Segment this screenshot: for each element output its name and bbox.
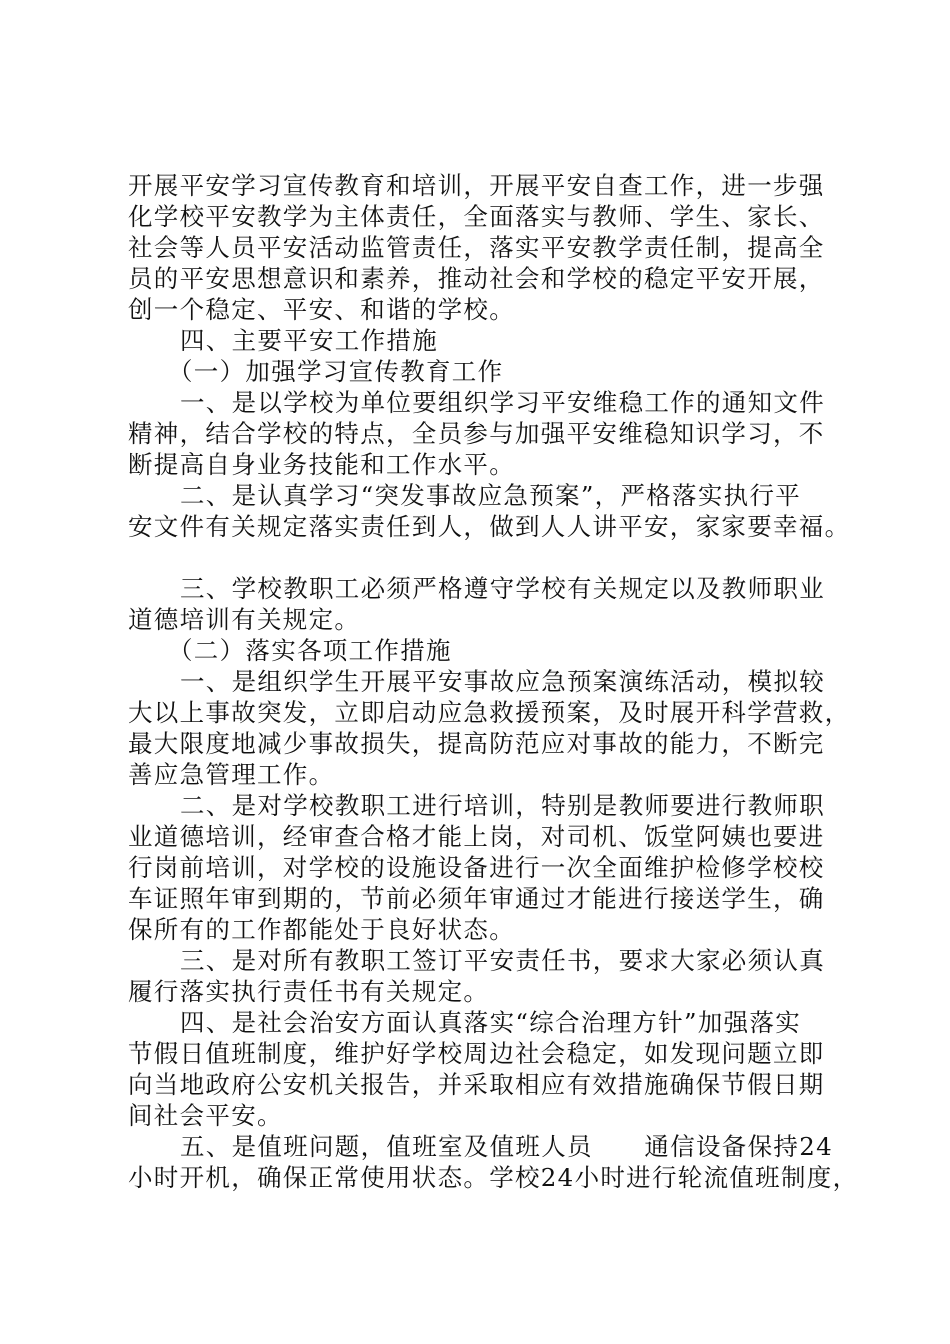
paragraph-line: 节假日值班制度，维护好学校周边社会稳定，如发现问题立即	[128, 1039, 825, 1068]
paragraph-line: 创一个稳定、平安、和谐的学校。	[128, 295, 515, 324]
paragraph-line: 车证照年审到期的，节前必须年审通过才能进行接送学生，确	[128, 884, 825, 913]
paragraph-line: 三、学校教职工必须严格遵守学校有关规定以及教师职业	[180, 574, 825, 603]
paragraph-line: 精神，结合学校的特点，全员参与加强平安维稳知识学习，不	[128, 419, 825, 448]
paragraph-line: 最大限度地减少事故损失，提高防范应对事故的能力，不断完	[128, 729, 825, 758]
paragraph-line: 行岗前培训，对学校的设施设备进行一次全面维护检修学校校	[128, 853, 825, 882]
document-body	[128, 170, 859, 1193]
paragraph-line: 大以上事故突发，立即启动应急救援预案，及时展开科学营救，	[128, 698, 851, 727]
section-heading: 四、主要平安工作措施	[180, 326, 438, 355]
paragraph-line: 二、是对学校教职工进行培训，特别是教师要进行教师职	[180, 791, 825, 820]
paragraph-line: 化学校平安教学为主体责任，全面落实与教师、学生、家长、	[128, 202, 825, 231]
paragraph-line: 道德培训有关规定。	[128, 605, 361, 634]
paragraph-line: 一、是以学校为单位要组织学习平安维稳工作的通知文件	[180, 388, 825, 417]
subsection-heading: （一）加强学习宣传教育工作	[168, 357, 504, 386]
paragraph-line: 员的平安思想意识和素养，推动社会和学校的稳定平安开展，	[128, 264, 825, 293]
paragraph-line: 业道德培训，经审查合格才能上岗，对司机、饭堂阿姨也要进	[128, 822, 825, 851]
paragraph-line: 四、是社会治安方面认真落实“综合治理方针”加强落实	[180, 1008, 802, 1037]
paragraph-line: 间社会平安。	[128, 1101, 283, 1130]
paragraph-line: 小时开机，确保正常使用状态。学校24小时进行轮流值班制度，	[128, 1163, 859, 1192]
subsection-heading: （二）落实各项工作措施	[168, 636, 452, 665]
paragraph-line: 履行落实执行责任书有关规定。	[128, 977, 490, 1006]
paragraph-line: 保所有的工作都能处于良好状态。	[128, 915, 515, 944]
paragraph-line: 二、是认真学习“突发事故应急预案”，严格落实执行平	[180, 481, 802, 510]
paragraph-line: 断提高自身业务技能和工作水平。	[128, 450, 515, 479]
paragraph-line: 五、是值班问题，值班室及值班人员 通信设备保持24	[180, 1132, 833, 1161]
paragraph-line: 开展平安学习宣传教育和培训，开展平安自查工作，进一步强	[128, 171, 825, 200]
paragraph-line: 向当地政府公安机关报告，并采取相应有效措施确保节假日期	[128, 1070, 825, 1099]
paragraph-line: 善应急管理工作。	[128, 760, 335, 789]
paragraph-line: 社会等人员平安活动监管责任，落实平安教学责任制，提高全	[128, 233, 825, 262]
blank-line	[128, 542, 828, 573]
paragraph-line: 三、是对所有教职工签订平安责任书，要求大家必须认真	[180, 946, 825, 975]
paragraph-line: 一、是组织学生开展平安事故应急预案演练活动，模拟较	[180, 667, 825, 696]
paragraph-line: 安文件有关规定落实责任到人，做到人人讲平安，家家要幸福。	[128, 512, 851, 541]
